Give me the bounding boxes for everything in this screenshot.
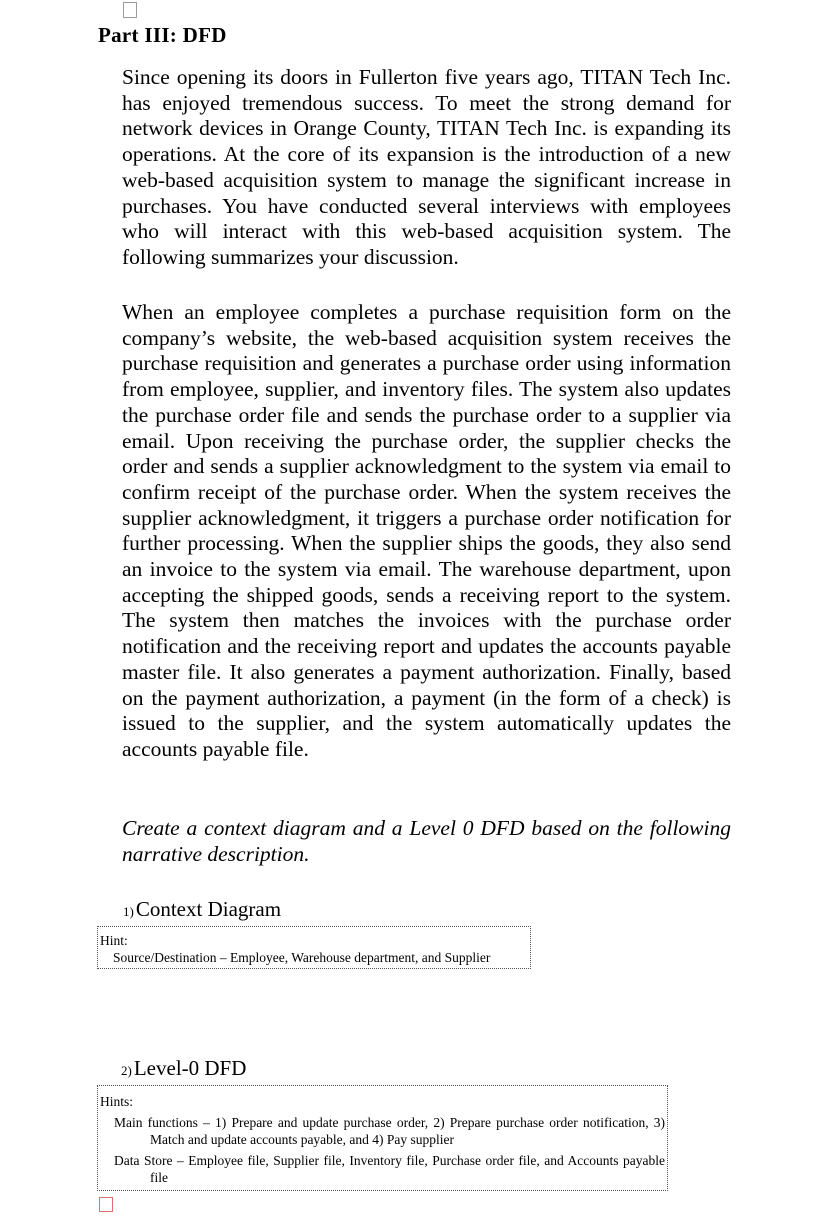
section-title: Context Diagram [135,897,282,921]
hint-main-functions: Main functions – 1) Prepare and update purchase order, 2) Prepare purchase order notification, 3) Match and update accounts payable, and 4) Pay supplier [114,1115,665,1147]
intro-paragraph: Since opening its doors in Fullerton five years ago, TITAN Tech Inc. has enjoyed tremendous success. To meet the strong demand for network devices in Orange County, TITAN Tech Inc. is expanding its operations. At the core of its expansion is the introduction of a new web-based acquisition system to manage the significant increase in purchases. You have conducted several interviews with employees who will interact with this web-based acquisition system. The following summarizes your discussion. [122,65,731,269]
checkbox-bottom[interactable] [99,1197,113,1212]
hint-data-store: Data Store – Employee file, Supplier file, Inventory file, Purchase order file, and Accounts payable file [114,1153,665,1185]
hints-label: Hints: [100,1094,134,1109]
hint-label: Hint: [100,933,128,948]
section-number: 1) [123,904,134,919]
checkbox-top[interactable] [123,2,137,18]
level0-dfd-hint-box [97,1085,668,1191]
hint-source-destination: Source/Destination – Employee, Warehouse department, and Supplier [113,950,491,965]
section-number: 2) [121,1063,132,1078]
context-diagram-hint-box [97,926,531,969]
narrative-paragraph: When an employee completes a purchase requisition form on the company’s website, the web-based acquisition system receives the purchase requisition and generates a purchase order using information from employee, supplier, and inventory files. The system also updates the purchase order file and sends the purchase order to a supplier via email. Upon receiving the purchase order, the supplier checks the order and sends a supplier acknowledgment to the system via email to confirm receipt of the purchase order. When the system receives the supplier acknowledgment, it triggers a purchase order notification for further processing. When the supplier ships the goods, they also send an invoice to the system via email. The warehouse department, upon accepting the shipped goods, sends a receiving report to the system. The system then matches the invoices with the purchase order notification and the receiving report and updates the accounts payable master file. It also generates a payment authorization. Finally, based on the payment authorization, a payment (in the form of a check) is issued to the supplier, and the system automatically updates the accounts payable file. [122,300,731,761]
level0-dfd-heading [121,1056,246,1081]
instruction-paragraph: Create a context diagram and a Level 0 DFD based on the following narrative description. [122,816,731,866]
section-title: Level-0 DFD [133,1056,247,1080]
context-diagram-heading [123,897,281,922]
part-title: Part III: DFD [98,23,227,47]
